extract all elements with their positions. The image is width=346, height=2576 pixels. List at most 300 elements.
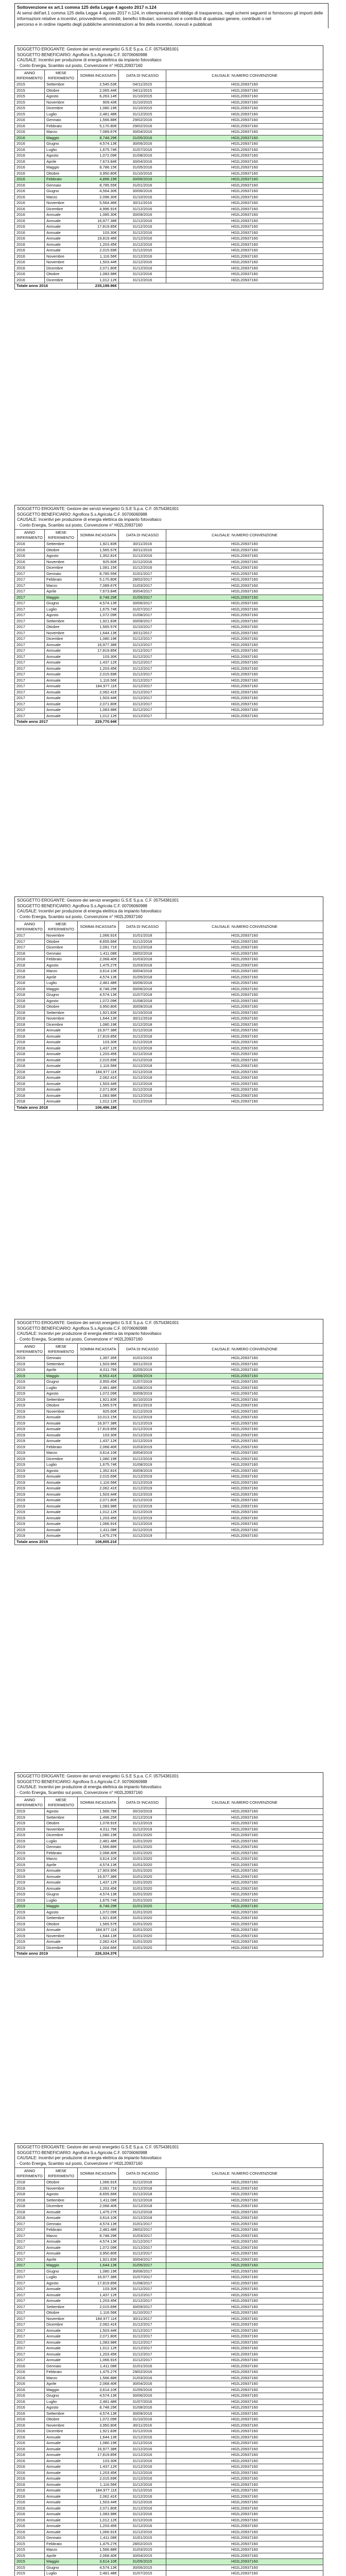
- year-cell: 2017: [15, 595, 45, 601]
- month-cell: Annuale: [45, 242, 78, 248]
- amount-cell: 1,203.45€: [78, 2523, 119, 2530]
- month-cell: Novembre: [45, 2422, 78, 2429]
- date-cell: 31/12/2019: [119, 1533, 166, 1539]
- amount-cell: 16,977.38€: [78, 2446, 119, 2452]
- date-cell: 04/11/2015: [119, 88, 166, 94]
- convention-cell: H02L20937160: [166, 713, 323, 719]
- amount-cell: 1,566.88€: [78, 2547, 119, 2553]
- year-cell: 2017: [15, 660, 45, 666]
- amount-cell: 1,072.09€: [78, 998, 119, 1004]
- date-cell: 30/09/2019: [119, 1391, 166, 1397]
- amount-cell: 2,015.69€: [78, 248, 119, 254]
- amount-cell: 1,083.98€: [78, 1503, 119, 1510]
- date-cell: 31/05/2016: [119, 135, 166, 141]
- month-cell: Annuale: [45, 701, 78, 707]
- amount-cell: 1,083.98€: [78, 2512, 119, 2518]
- convention-cell: H02L20937160: [166, 2346, 323, 2352]
- year-cell: 2018: [15, 1016, 45, 1022]
- table-row: [15, 1838, 323, 1844]
- convention-cell: H02L20937160: [166, 2417, 323, 2423]
- block-info-line: - Conto Energia, Scambio sul posto, Convenzione n° H02L20937160: [17, 1336, 143, 1342]
- month-cell: Annuale: [45, 1075, 78, 1081]
- convention-cell: H02L20937160: [166, 153, 323, 159]
- year-cell: 2018: [15, 2185, 45, 2192]
- year-cell: 2017: [15, 2298, 45, 2304]
- date-cell: 31/12/2015: [119, 111, 166, 117]
- date-cell: 30/06/2016: [119, 189, 166, 195]
- table-row: [15, 1492, 323, 1498]
- month-cell: Dicembre: [45, 265, 78, 272]
- total-row: [15, 719, 323, 725]
- convention-cell: H02L20937160: [166, 1486, 323, 1492]
- year-cell: 2019: [15, 1427, 45, 1433]
- table-row: [15, 701, 323, 707]
- year-cell: 2019: [15, 1868, 45, 1874]
- year-cell: 2019: [15, 1886, 45, 1892]
- convention-cell: H02L20937160: [166, 2204, 323, 2210]
- table-row: [15, 1474, 323, 1480]
- date-cell: 31/07/2018: [119, 992, 166, 998]
- month-cell: Giugno: [45, 141, 78, 147]
- amount-cell: 2,015.69€: [78, 1057, 119, 1063]
- convention-cell: H02L20937160: [166, 1099, 323, 1105]
- date-cell: 31/01/2016: [119, 182, 166, 189]
- amount-cell: 1,411.08€: [78, 2535, 119, 2541]
- month-cell: Ottobre: [45, 2417, 78, 2423]
- month-cell: Annuale: [45, 1057, 78, 1063]
- amount-cell: 1,437.12€: [78, 2464, 119, 2470]
- column-header: DATA DI INCASSO: [119, 70, 166, 82]
- amount-cell: 2,071.80€: [78, 1498, 119, 1504]
- year-cell: 2017: [15, 939, 45, 945]
- table-row: [15, 159, 323, 165]
- block-info-line: CAUSALE: Incentivi per produzione di energia elettrica da impianto fotovoltaico: [17, 1331, 162, 1336]
- month-cell: Marzo: [45, 2547, 78, 2553]
- table-row: [15, 1892, 323, 1898]
- convention-cell: H02L20937160: [166, 182, 323, 189]
- payments-table: [14, 1343, 323, 1545]
- block-info: [14, 1772, 323, 1797]
- convention-cell: H02L20937160: [166, 224, 323, 230]
- convention-cell: H02L20937160: [166, 945, 323, 951]
- month-cell: Ottobre: [45, 939, 78, 945]
- year-cell: 2016: [15, 218, 45, 224]
- table-row: [15, 2381, 323, 2387]
- date-cell: 04/11/2015: [119, 82, 166, 88]
- amount-cell: 4,564.30€: [78, 189, 119, 195]
- table-row: [15, 1016, 323, 1022]
- convention-cell: H02L20937160: [166, 1379, 323, 1385]
- amount-cell: 1,644.13€: [78, 630, 119, 636]
- month-cell: Annuale: [45, 1081, 78, 1087]
- convention-cell: H02L20937160: [166, 277, 323, 283]
- month-cell: Annuale: [45, 1052, 78, 1058]
- amount-cell: 4,574.13€: [78, 1892, 119, 1898]
- table-row: [15, 212, 323, 218]
- convention-cell: H02L20937160: [166, 2535, 323, 2541]
- year-cell: 2018: [15, 992, 45, 998]
- convention-cell: H02L20937160: [166, 1503, 323, 1510]
- amount-cell: 1,012.12€: [78, 277, 119, 283]
- amount-cell: 1,503.44€: [78, 1081, 119, 1087]
- convention-cell: H02L20937160: [166, 230, 323, 236]
- amount-cell: 1,503.44€: [78, 1492, 119, 1498]
- amount-cell: 1,475.27€: [78, 1533, 119, 1539]
- month-cell: Dicembre: [45, 1022, 78, 1028]
- month-cell: Annuale: [45, 2209, 78, 2215]
- amount-cell: 1,644.13€: [78, 1016, 119, 1022]
- year-cell: 2016: [15, 277, 45, 283]
- block-info-line: CAUSALE: Incentivi per produzione di energia elettrica da impianto fotovoltaico: [17, 517, 162, 522]
- amount-cell: 8,786.15€: [78, 165, 119, 171]
- amount-cell: 2,015.69€: [78, 2304, 119, 2310]
- year-cell: 2016: [15, 565, 45, 571]
- year-cell: 2017: [15, 707, 45, 714]
- year-cell: 2015: [15, 88, 45, 94]
- date-cell: 31/12/2017: [119, 2245, 166, 2251]
- year-cell: 2017: [15, 945, 45, 951]
- table-row: [15, 2458, 323, 2464]
- year-cell: 2019: [15, 1921, 45, 1927]
- amount-cell: 925.60€: [78, 559, 119, 565]
- year-cell: 2015: [15, 2547, 45, 2553]
- convention-cell: H02L20937160: [166, 2541, 323, 2547]
- month-cell: Gennaio: [45, 117, 78, 124]
- table-row: [15, 82, 323, 88]
- month-cell: Settembre: [45, 2411, 78, 2417]
- month-cell: Annuale: [45, 2446, 78, 2452]
- date-cell: 31/12/2017: [119, 642, 166, 648]
- table-row: [15, 200, 323, 207]
- table-row: [15, 2316, 323, 2322]
- table-row: [15, 1450, 323, 1456]
- convention-cell: H02L20937160: [166, 141, 323, 147]
- table-row: [15, 2387, 323, 2393]
- year-cell: 2018: [15, 1057, 45, 1063]
- year-cell: 2015: [15, 82, 45, 88]
- table-row: [15, 1527, 323, 1533]
- amount-cell: 1,004.66€: [78, 1945, 119, 1951]
- date-cell: 31/12/2018: [119, 1045, 166, 1052]
- month-cell: Annuale: [45, 1415, 78, 1421]
- month-cell: Luglio: [45, 147, 78, 153]
- year-cell: 2015: [15, 2535, 45, 2541]
- date-cell: 31/10/2019: [119, 1397, 166, 1403]
- amount-cell: 1,080.19€: [78, 1022, 119, 1028]
- convention-cell: H02L20937160: [166, 642, 323, 648]
- convention-cell: H02L20937160: [166, 2488, 323, 2494]
- column-header: CAUSALE: NUMERO CONVENZIONE: [166, 1797, 323, 1809]
- year-cell: 2015: [15, 2571, 45, 2576]
- column-header: MESE RIFERIMENTO: [45, 1344, 78, 1355]
- month-cell: Novembre: [45, 559, 78, 565]
- table-row: [15, 2417, 323, 2423]
- date-cell: 30/11/2017: [119, 2316, 166, 2322]
- convention-cell: H02L20937160: [166, 1945, 323, 1951]
- date-cell: 31/12/2016: [119, 253, 166, 260]
- date-cell: 31/12/2017: [119, 2358, 166, 2364]
- table-header-row: [15, 1797, 323, 1809]
- year-cell: 2019: [15, 1939, 45, 1945]
- table-row: [15, 660, 323, 666]
- table-row: [15, 1515, 323, 1521]
- amount-cell: 1,083.98€: [78, 2340, 119, 2346]
- year-cell: 2018: [15, 2204, 45, 2210]
- convention-cell: H02L20937160: [166, 94, 323, 100]
- date-cell: 30/11/2016: [119, 200, 166, 207]
- convention-cell: H02L20937160: [166, 1492, 323, 1498]
- date-cell: 31/05/2017: [119, 2263, 166, 2269]
- block-info-line: SOGGETTO BENEFICIARIO: Agroflora S.s.Agricola C.F. 00706060988: [17, 512, 147, 517]
- convention-cell: H02L20937160: [166, 951, 323, 957]
- month-cell: Annuale: [45, 2458, 78, 2464]
- month-cell: Febbraio: [45, 957, 78, 963]
- month-cell: Annuale: [45, 1093, 78, 1099]
- table-row: [15, 1909, 323, 1916]
- table-row: [15, 957, 323, 963]
- header-line-1: Ai sensi dell'art.1 comma 125 della Legge 4 agosto 2017 n.124, in ottemperanza all'obbligo di trasparenza, negli schemi seguenti si forniscono gli importi delle informazioni relative a incentivi, provvedimenti, crediti, benefici tributari, sovvenzioni e contributi di qualsiasi genere, contribuiti o nel: [17, 10, 323, 21]
- total-value: 226,334.37€: [78, 1951, 119, 1957]
- month-cell: Novembre: [45, 2185, 78, 2192]
- date-cell: 31/12/2019: [119, 1432, 166, 1438]
- table-row: [15, 1503, 323, 1510]
- amount-cell: 8,655.66€: [78, 2192, 119, 2198]
- year-cell: 2018: [15, 1033, 45, 1040]
- convention-cell: H02L20937160: [166, 1057, 323, 1063]
- date-cell: 31/12/2018: [119, 2215, 166, 2222]
- amount-cell: 4,574.13€: [78, 2221, 119, 2227]
- convention-cell: H02L20937160: [166, 1533, 323, 1539]
- month-cell: Annuale: [45, 1515, 78, 1521]
- month-cell: Agosto: [45, 998, 78, 1004]
- amount-cell: 1,203.45€: [78, 1886, 119, 1892]
- convention-cell: H02L20937160: [166, 618, 323, 624]
- date-cell: 31/01/2020: [119, 1909, 166, 1916]
- block-info-line: SOGGETTO EROGANTE: Gestore dei servizi energetici G.S.E S.p.a. C.F. 05754381001: [17, 1320, 179, 1325]
- month-cell: Febbraio: [45, 177, 78, 183]
- convention-cell: H02L20937160: [166, 1415, 323, 1421]
- amount-cell: 4,996.91€: [78, 206, 119, 212]
- month-cell: Gennaio: [45, 2363, 78, 2369]
- amount-cell: 8,748.29€: [78, 135, 119, 141]
- date-cell: 31/12/2017: [119, 689, 166, 696]
- year-cell: 2016: [15, 2470, 45, 2476]
- date-cell: 31/12/2016: [119, 272, 166, 278]
- date-cell: 31/12/2019: [119, 1821, 166, 1827]
- table-row: [15, 111, 323, 117]
- convention-cell: H02L20937160: [166, 2523, 323, 2530]
- table-row: [15, 2215, 323, 2222]
- month-cell: Annuale: [45, 2215, 78, 2222]
- table-row: [15, 2257, 323, 2263]
- year-cell: 2017: [15, 2275, 45, 2281]
- date-cell: 31/12/2016: [119, 565, 166, 571]
- month-cell: Aprile: [45, 159, 78, 165]
- table-row: [15, 595, 323, 601]
- table-row: [15, 2411, 323, 2417]
- date-cell: 31/01/2016: [119, 2363, 166, 2369]
- month-cell: Agosto: [45, 1809, 78, 1815]
- amount-cell: 1,203.45€: [78, 2298, 119, 2304]
- table-row: [15, 1874, 323, 1880]
- amount-cell: 1,475.27€: [78, 2541, 119, 2547]
- date-cell: 31/12/2016: [119, 2529, 166, 2535]
- column-header: ANNO RIFERIMENTO: [15, 530, 45, 541]
- amount-cell: 1,085.30€: [78, 212, 119, 218]
- year-cell: 2017: [15, 2304, 45, 2310]
- date-cell: 31/12/2016: [119, 224, 166, 230]
- amount-cell: 1,072.09€: [78, 1909, 119, 1916]
- year-cell: 2016: [15, 553, 45, 560]
- month-cell: Febbraio: [45, 577, 78, 583]
- year-cell: 2017: [15, 636, 45, 642]
- date-cell: 31/12/2019: [119, 1480, 166, 1486]
- month-cell: Luglio: [45, 2399, 78, 2405]
- year-cell: 2016: [15, 2452, 45, 2459]
- amount-cell: 4,574.13€: [78, 2393, 119, 2399]
- convention-cell: H02L20937160: [166, 957, 323, 963]
- date-cell: 31/12/2018: [119, 1028, 166, 1034]
- amount-cell: 1,503.44€: [78, 2328, 119, 2334]
- table-row: [15, 2464, 323, 2470]
- year-cell: 2017: [15, 571, 45, 577]
- convention-cell: H02L20937160: [166, 2411, 323, 2417]
- amount-cell: 1,012.12€: [78, 1099, 119, 1105]
- month-cell: Ottobre: [45, 272, 78, 278]
- convention-cell: H02L20937160: [166, 99, 323, 106]
- table-row: [15, 1052, 323, 1058]
- convention-cell: H02L20937160: [166, 2571, 323, 2576]
- payments-table: [14, 70, 323, 290]
- convention-cell: H02L20937160: [166, 2553, 323, 2559]
- table-row: [15, 1498, 323, 1504]
- year-cell: 2018: [15, 969, 45, 975]
- table-row: [15, 2512, 323, 2518]
- convention-cell: H02L20937160: [166, 1450, 323, 1456]
- year-cell: 2016: [15, 177, 45, 183]
- date-cell: 31/12/2019: [119, 1498, 166, 1504]
- block-info-line: CAUSALE: Incentivi per produzione di energia elettrica da impianto fotovoltaico: [17, 909, 162, 913]
- convention-cell: H02L20937160: [166, 2239, 323, 2245]
- table-row: [15, 1087, 323, 1093]
- year-cell: 2016: [15, 147, 45, 153]
- year-cell: 2017: [15, 648, 45, 654]
- amount-cell: 1,921.83€: [78, 2257, 119, 2263]
- month-cell: Annuale: [45, 1939, 78, 1945]
- convention-cell: H02L20937160: [166, 1373, 323, 1379]
- amount-cell: 2,481.48€: [78, 1838, 119, 1844]
- convention-cell: H02L20937160: [166, 2351, 323, 2358]
- convention-cell: H02L20937160: [166, 2180, 323, 2186]
- convention-cell: H02L20937160: [166, 1862, 323, 1868]
- year-cell: 2016: [15, 165, 45, 171]
- month-cell: Settembre: [45, 82, 78, 88]
- amount-cell: 925.60€: [78, 1409, 119, 1415]
- month-cell: Dicembre: [45, 2322, 78, 2328]
- convention-cell: H02L20937160: [166, 111, 323, 117]
- amount-cell: 4,574.13€: [78, 1862, 119, 1868]
- date-cell: 31/01/2020: [119, 1945, 166, 1951]
- convention-cell: H02L20937160: [166, 2446, 323, 2452]
- convention-cell: H02L20937160: [166, 1355, 323, 1362]
- date-cell: 31/01/2020: [119, 1897, 166, 1904]
- date-cell: 31/01/2020: [119, 1833, 166, 1839]
- month-cell: Gennaio: [45, 2221, 78, 2227]
- date-cell: 31/01/2020: [119, 1862, 166, 1868]
- table-row: [15, 1361, 323, 1367]
- amount-cell: 1,116.56€: [78, 1480, 119, 1486]
- date-cell: 31/07/2016: [119, 147, 166, 153]
- date-cell: 31/12/2019: [119, 1492, 166, 1498]
- amount-cell: 1,566.88€: [78, 2375, 119, 2381]
- month-cell: Febbraio: [45, 2369, 78, 2376]
- year-cell: 2018: [15, 2215, 45, 2222]
- table-row: [15, 2523, 323, 2530]
- year-cell: 2019: [15, 1533, 45, 1539]
- amount-cell: 1,644.13€: [78, 1933, 119, 1939]
- table-row: [15, 1844, 323, 1851]
- date-cell: 31/12/2016: [119, 2429, 166, 2435]
- date-cell: 31/12/2018: [119, 1099, 166, 1105]
- amount-cell: 8,785.55€: [78, 571, 119, 577]
- table-row: [15, 2517, 323, 2523]
- year-cell: 2019: [15, 1809, 45, 1815]
- table-row: [15, 230, 323, 236]
- column-header: MESE RIFERIMENTO: [45, 2168, 78, 2180]
- table-row: [15, 94, 323, 100]
- column-header: DATA DI INCASSO: [119, 921, 166, 933]
- block-info-line: SOGGETTO BENEFICIARIO: Agroflora S.s.Agricola C.F. 00706060988: [17, 2150, 147, 2155]
- amount-cell: 2,065.44€: [78, 88, 119, 94]
- month-cell: Agosto: [45, 2405, 78, 2411]
- month-cell: Gennaio: [45, 571, 78, 577]
- table-row: [15, 1868, 323, 1874]
- date-cell: 31/12/2018: [119, 1069, 166, 1075]
- year-cell: 2018: [15, 1028, 45, 1034]
- amount-cell: 1,078.91€: [78, 1821, 119, 1827]
- month-cell: Luglio: [45, 111, 78, 117]
- convention-cell: H02L20937160: [166, 986, 323, 992]
- date-cell: 31/01/2020: [119, 1904, 166, 1910]
- convention-cell: H02L20937160: [166, 2434, 323, 2441]
- month-cell: Agosto: [45, 2192, 78, 2198]
- month-cell: Agosto: [45, 1909, 78, 1916]
- year-cell: 2016: [15, 2500, 45, 2506]
- block-info: [14, 2143, 323, 2167]
- column-header: DATA DI INCASSO: [119, 2168, 166, 2180]
- amount-cell: 2,481.48€: [78, 2399, 119, 2405]
- amount-cell: 1,496.25€: [78, 1815, 119, 1821]
- month-cell: Maggio: [45, 1373, 78, 1379]
- convention-cell: H02L20937160: [166, 2452, 323, 2459]
- year-cell: 2018: [15, 2192, 45, 2198]
- month-cell: Ottobre: [45, 547, 78, 553]
- month-cell: Marzo: [45, 2233, 78, 2239]
- convention-cell: H02L20937160: [166, 2369, 323, 2376]
- year-cell: 2017: [15, 684, 45, 690]
- amount-cell: 103.30€: [78, 230, 119, 236]
- date-cell: 31/12/2017: [119, 2286, 166, 2293]
- month-cell: Ottobre: [45, 1403, 78, 1409]
- amount-cell: 1,921.83€: [78, 1010, 119, 1016]
- column-header: SOMMA INCASSATA: [78, 921, 119, 933]
- year-cell: 2016: [15, 2369, 45, 2376]
- date-cell: 31/12/2018: [119, 1081, 166, 1087]
- year-cell: 2016: [15, 2387, 45, 2393]
- block-info-line: - Conto Energia, Scambio sul posto, Convenzione n° H02L20937160: [17, 1790, 143, 1795]
- convention-cell: H02L20937160: [166, 571, 323, 577]
- amount-cell: 1,437.12€: [78, 660, 119, 666]
